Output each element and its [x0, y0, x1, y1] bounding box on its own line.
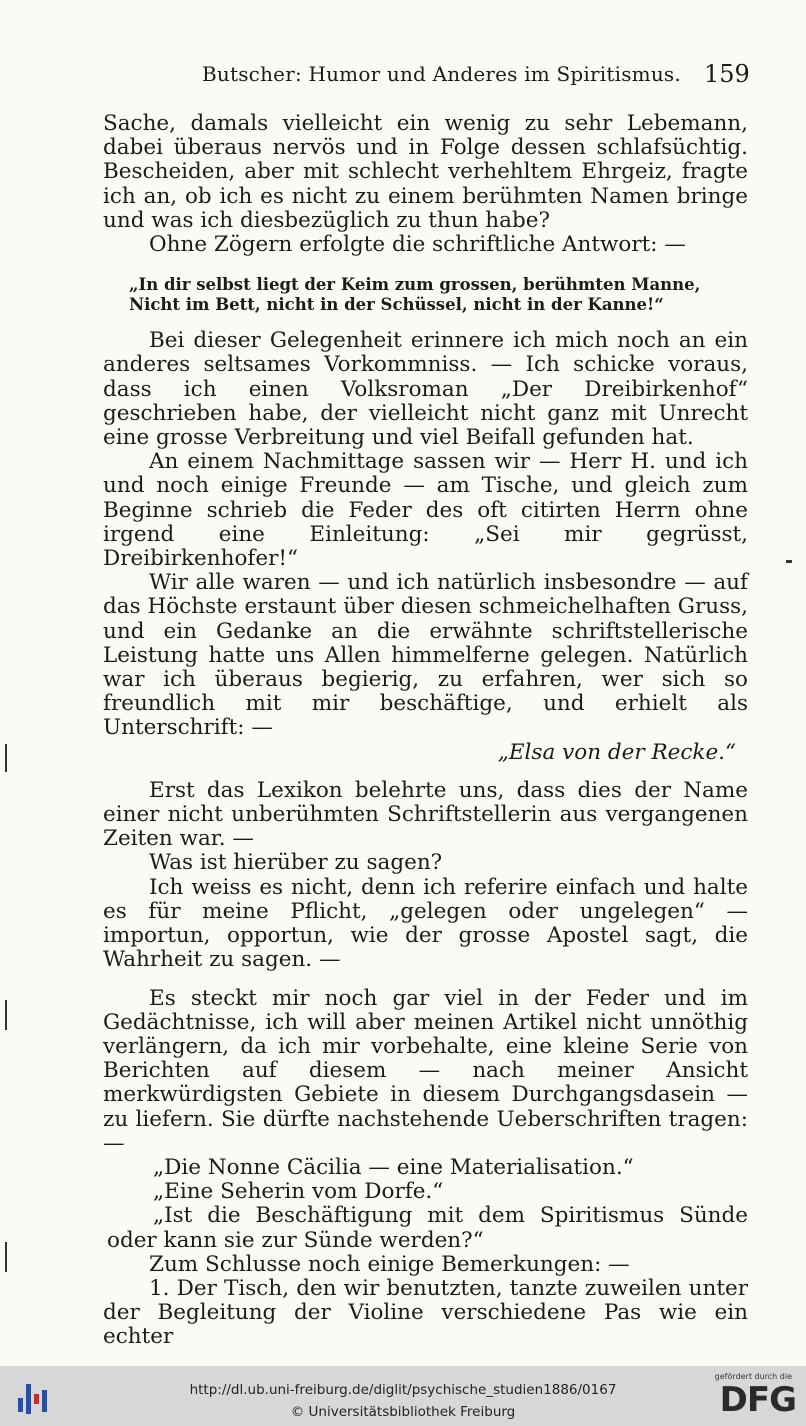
body-text — [103, 112, 748, 1350]
paragraph: An einem Nachmittage sassen wir — Herr H. und ich und noch einige Freunde — am Tische, und gleich zum Beginne schrieb die Feder des oft citirten Herrn ohne irgend eine Einleitung: „Sei mir gegrüsst, Dreibirkenhofer!“ — [103, 449, 748, 572]
list-item: „Ist die Beschäftigung mit dem Spiritismus Sünde oder kann sie zur Sünde werden?“ — [107, 1203, 748, 1253]
paragraph: Wir alle waren — und ich natürlich insbesondre — auf das Höchste erstaunt über diesen schmeichelhaften Gruss, und ein Gedanke an die erwähnte schriftstellerische Leistung hatte uns Allen himmelferne gelegen. Natürlich war ich überaus begierig, zu erfahren, wer sich so freundlich mit mir beschäftige, und erhielt als Unterschrift: — — [103, 570, 748, 741]
scan-mark — [5, 1000, 7, 1030]
scan-mark — [5, 1242, 7, 1272]
dfg-logo: DFG — [719, 1380, 796, 1420]
paragraph: Ohne Zögern erfolgte die schriftliche Antwort: — — [149, 232, 686, 258]
paragraph: Es steckt mir noch gar viel in der Feder und im Gedächtnisse, ich will aber meinen Artikel nicht unnöthig verlängern, da ich mir vorbehalte, eine kleine Serie von Berichten auf diesem — nach meiner Ansicht merkwürdigsten Gebiete in diesem Durchgangsdasein — zu liefern. Sie dürfte nachstehende Ueberschriften tragen: — — [103, 985, 748, 1156]
footer-bar — [0, 1366, 806, 1426]
page-number: 159 — [704, 60, 750, 88]
funding-note: gefördert durch die — [714, 1372, 792, 1381]
list-item: „Die Nonne Cäcilia — eine Materialisation.“ — [153, 1154, 634, 1180]
page-header — [0, 58, 806, 92]
signature-line: „Elsa von der Recke.“ — [497, 739, 736, 765]
paragraph: Ich weiss es nicht, denn ich referire einfach und halte es für meine Pflicht, „gelegen oder ungelegen“ — importun, opportun, wie der grosse Apostel sagt, die Wahrheit zu sagen. — — [103, 874, 748, 973]
verse-quote: „In dir selbst liegt der Keim zum grossen, berühmten Manne, Nicht im Bett, nicht in der Schüssel, nicht in der Kanne!“ — [129, 275, 701, 315]
paragraph: Sache, damals vielleicht ein wenig zu sehr Lebemann, dabei überaus nervös und in Folge dessen schlafsüchtig. Bescheiden, aber mit schlecht verhehltem Ehrgeiz, fragte ich an, ob ich es nicht zu einem berühmten Namen bringe und was ich diesbezüglich zu thun habe? — [103, 111, 748, 233]
paragraph: 1. Der Tisch, den wir benutzten, tanzte zuweilen unter der Begleitung der Violine verschiedene Pas wie ein echter — [103, 1275, 748, 1350]
scan-mark — [786, 560, 792, 563]
list-item: „Eine Seherin vom Dorfe.“ — [153, 1179, 444, 1205]
paragraph: Zum Schlusse noch einige Bemerkungen: — — [149, 1251, 630, 1277]
copyright-text: © Universitätsbibliothek Freiburg — [290, 1404, 516, 1420]
running-title: Butscher: Humor und Anderes im Spiritismus. — [202, 62, 681, 86]
paragraph: Bei dieser Gelegenheit erinnere ich mich noch an ein anderes seltsames Vorkommniss. — Ich schicke voraus, dass ich einen Volksroman „Der Dreibirkenhof“ geschrieben habe, der vielleicht nicht ganz mit Unrecht eine grosse Verbreitung und viel Beifall gefunden hat. — [103, 328, 748, 451]
paragraph: Erst das Lexikon belehrte uns, dass dies der Name einer nicht unberühmten Schriftstellerin aus vergangenen Zeiten war. — — [103, 777, 748, 852]
scan-mark — [5, 744, 7, 772]
paragraph: Was ist hierüber zu sagen? — [149, 850, 443, 876]
source-url[interactable]: http://dl.ub.uni-freiburg.de/diglit/psychische_studien1886/0167 — [189, 1382, 617, 1398]
